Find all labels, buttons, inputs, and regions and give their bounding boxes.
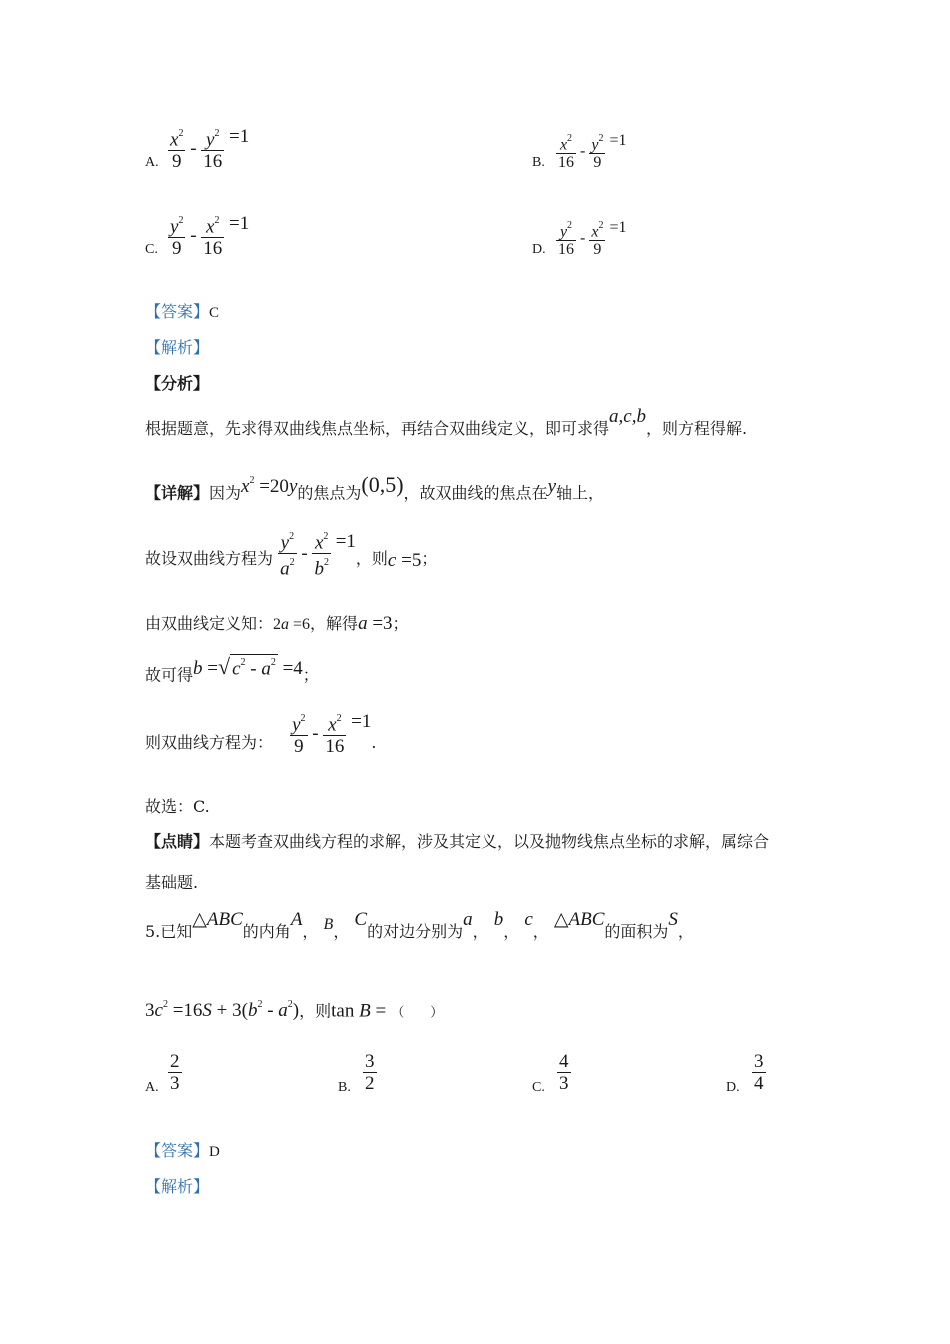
xiangjie-t4: 轴上， bbox=[556, 483, 605, 503]
q5-paren: （ ） bbox=[391, 1005, 444, 1021]
fenxi-tag: 【分析】 bbox=[145, 374, 210, 393]
answer-q4 bbox=[145, 299, 219, 322]
eq-t2: . bbox=[371, 733, 377, 752]
def-t2: ，解得 bbox=[310, 614, 359, 633]
q5-option-c-label: C. bbox=[532, 1080, 545, 1095]
q5-option-b-formula: $\frac{3}{2}$ bbox=[365, 1051, 375, 1094]
q5-comma-6: ， bbox=[677, 922, 694, 941]
fenxi-text-2: ，则方程得解. bbox=[645, 419, 748, 438]
q5-comma-4: ， bbox=[503, 922, 520, 941]
q5-comma-2: ， bbox=[333, 922, 350, 941]
q5-t4: 的面积为 bbox=[604, 922, 669, 941]
q5-num: 5. bbox=[145, 922, 161, 941]
b-t1: 故可得 bbox=[145, 665, 194, 685]
set-t1: 故设双曲线方程为 bbox=[145, 549, 274, 568]
option-a-label: A. bbox=[145, 155, 159, 170]
answer-q5 bbox=[145, 1138, 220, 1161]
b-t2: ； bbox=[302, 665, 319, 685]
option-d-formula: $\frac{y^2}{16}$ - $\frac{x^2}{9}$ =1 bbox=[558, 219, 627, 259]
q5-option-c-formula: $\frac{4}{3}$ bbox=[559, 1051, 569, 1094]
xiangjie-t2: 的焦点为 bbox=[297, 483, 362, 503]
dianjing-text-1: 本题考查双曲线方程的求解，涉及其定义，以及抛物线焦点坐标的求解，属综合 bbox=[209, 832, 770, 851]
option-d-label: D. bbox=[532, 242, 546, 257]
dianjing-line-1 bbox=[145, 832, 769, 852]
b-line: 故可得b =√ $c^2 - a^2 =4$； bbox=[145, 654, 319, 685]
xiangjie-t1: 因为 bbox=[209, 483, 242, 503]
dianjing-tag: 【点睛】 bbox=[145, 832, 210, 851]
option-b-formula: $\frac{x^2}{16}$ - $\frac{y^2}{9}$ =1 bbox=[558, 132, 627, 172]
choose-line: 故选：C. bbox=[145, 797, 210, 816]
fenxi-text: 根据题意，先求得双曲线焦点坐标，再结合双曲线定义，即可求得a,c,b，则方程得解. bbox=[145, 406, 748, 438]
definition-line: 由双曲线定义知：2a =6，解得a =3； bbox=[145, 613, 409, 634]
answer-value: C bbox=[209, 305, 220, 321]
option-c-formula: $\frac{y^2}{9}$ - $\frac{x^2}{16}$ =1 bbox=[170, 213, 250, 260]
option-b-label: B. bbox=[532, 155, 545, 170]
final-equation-line: 则双曲线方程为： $\frac{y^2}{9}$ - $\frac{x^2}{16}$ =1. bbox=[145, 711, 377, 758]
set-t2: ，则 bbox=[355, 549, 388, 568]
q5-option-a-label: A. bbox=[145, 1080, 159, 1095]
def-t1: 由双曲线定义知： bbox=[145, 614, 274, 633]
q5-option-d-formula: $\frac{3}{4}$ bbox=[754, 1051, 764, 1094]
xiangjie-tag: 【详解】 bbox=[145, 483, 210, 503]
q5-option-b-label: B. bbox=[338, 1080, 351, 1095]
q5-t2: 的内角 bbox=[242, 922, 291, 941]
q5-line-1: 5.已知△ABC的内角A， B， C的对边分别为a， b， c， △ABC的面积为S， bbox=[145, 909, 694, 941]
def-t3: ； bbox=[392, 614, 409, 633]
q5-option-a-formula: $\frac{2}{3}$ bbox=[170, 1051, 180, 1094]
q5-comma-3: ， bbox=[472, 922, 489, 941]
q5-t5: ，则 bbox=[299, 1001, 332, 1021]
set-t3: ； bbox=[421, 549, 438, 568]
answer-tag: 【答案】 bbox=[145, 302, 210, 321]
dianjing-line-2: 基础题. bbox=[145, 873, 199, 892]
eq-t1: 则双曲线方程为： bbox=[145, 733, 274, 752]
jiexi-tag-2: 【解析】 bbox=[145, 1177, 210, 1196]
jiexi-tag: 【解析】 bbox=[145, 338, 210, 357]
answer-q5-value: D bbox=[209, 1144, 220, 1160]
q5-line-2: $3c^2 =16S + 3(b^2 - a^2)$，则tan B = （ ） bbox=[145, 999, 444, 1022]
q5-comma-5: ， bbox=[532, 922, 549, 941]
fenxi-text-1: 根据题意，先求得双曲线焦点坐标，再结合双曲线定义，即可求得 bbox=[145, 419, 610, 438]
option-c-label: C. bbox=[145, 242, 158, 257]
q5-t1: 已知 bbox=[160, 922, 193, 941]
q5-t3: 的对边分别为 bbox=[367, 922, 464, 941]
q5-comma-1: ， bbox=[302, 922, 319, 941]
set-equation-line: 故设双曲线方程为 $\frac{y^2}{a^2}$ - $\frac{x^2}{b^2}$ =1，则c =5； bbox=[145, 531, 438, 580]
q5-option-d-label: D. bbox=[726, 1080, 740, 1095]
xiangjie-t3: ，故双曲线的焦点在 bbox=[403, 483, 548, 503]
option-a-formula: $\frac{x^2}{9}$ - $\frac{y^2}{16}$ =1 bbox=[170, 126, 250, 173]
xiangjie-line: 【详解】因为$x^2 =20y$的焦点为(0,5)，故双曲线的焦点在y轴上， bbox=[145, 472, 605, 503]
answer-q5-tag: 【答案】 bbox=[145, 1141, 210, 1160]
